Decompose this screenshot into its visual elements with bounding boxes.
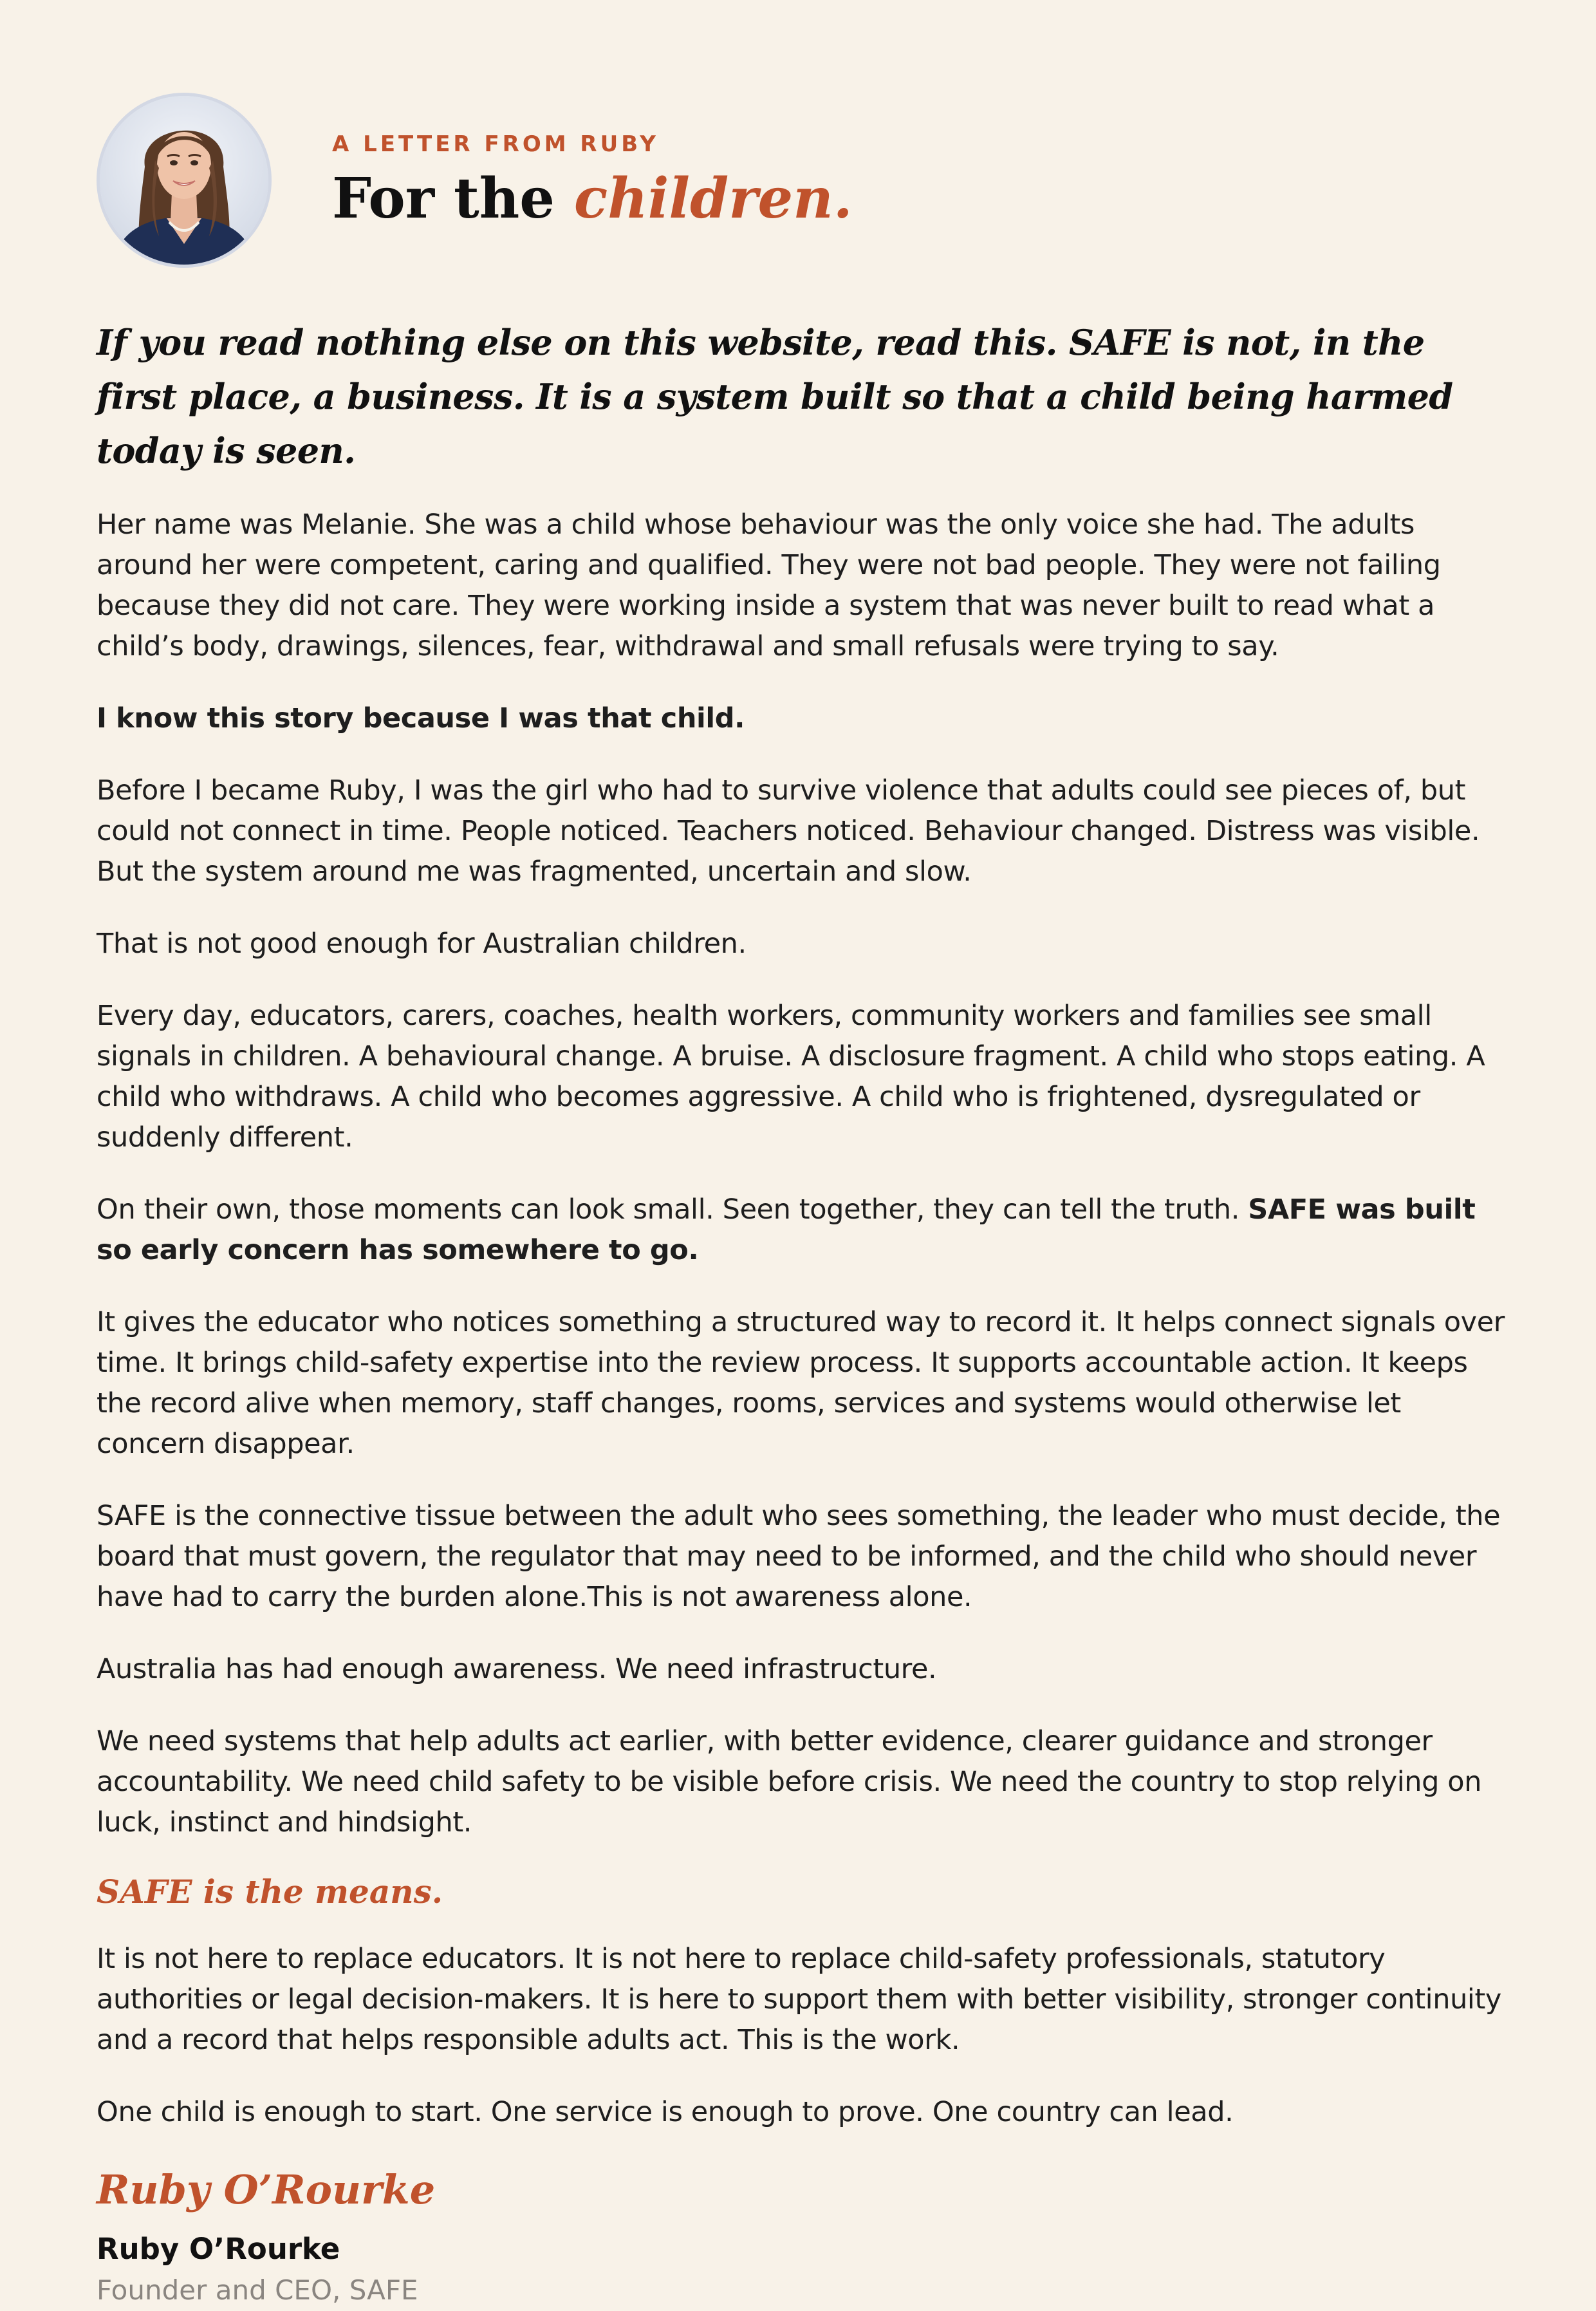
paragraph-connective-tissue: SAFE is the connective tissue between the adult who sees something, the leader who must decide, the board that must govern, the regulator that may need to be informed, and the child who should never have had to carry the burden alone.This is not awareness alone.	[97, 1500, 1501, 1613]
paragraph-structured-record: It gives the educator who notices something a structured way to record it. It helps connect signals over time. It brings child-safety expertise into the review process. It supports accountable action. It keeps the record alive when memory, staff changes, rooms, services and systems would otherwise let concern disappear.	[97, 1306, 1505, 1460]
title-plain: For the	[332, 165, 574, 231]
paragraph-melanie: Her name was Melanie. She was a child whose behaviour was the only voice she had. The adults around her were competent, caring and qualified. They were not bad people. They were not failing because they did not care. They were working inside a system that was never built to read what a child’s body, drawings, silences, fear, withdrawal and small refusals were trying to say.	[97, 509, 1441, 662]
paragraph-seen-together-text: On their own, those moments can look small. Seen together, they can tell the truth.	[97, 1193, 1248, 1226]
signature-script: Ruby O’Rourke	[97, 2166, 436, 2213]
paragraph-seen-together	[97, 1190, 1506, 1271]
letter-header	[97, 90, 1506, 270]
page-title	[332, 165, 853, 231]
signature-name: Ruby O’Rourke	[97, 2232, 340, 2266]
paragraph-small-signals: Every day, educators, carers, coaches, health workers, community workers and families see small signals in children. A behavioural change. A bruise. A disclosure fragment. A child who stops eating. A child who withdraws. A child who becomes aggressive. A child who is frightened, dysregulated or suddenly different.	[97, 1000, 1485, 1154]
lead-statement: If you read nothing else on this website, read this. SAFE is not, in the first place, a business. It is a system built so that a child being harmed today is seen.	[97, 322, 1453, 471]
letter-page	[97, 90, 1506, 2311]
paragraph-not-good-enough: That is not good enough for Australian children.	[97, 928, 747, 960]
paragraph-that-child: I know this story because I was that child.	[97, 702, 745, 734]
paragraph-infrastructure: Australia has had enough awareness. We need infrastructure.	[97, 1653, 937, 1685]
paragraph-not-replace: It is not here to replace educators. It is not here to replace child-safety professionals, statutory authorities or legal decision-makers. It is here to support them with better visibility, stronger continuity and a record that helps responsible adults act. This is the work.	[97, 1943, 1501, 2056]
paragraph-act-earlier: We need systems that help adults act earlier, with better evidence, clearer guidance and stronger accountability. We need child safety to be visible before crisis. We need the country to stop relying on luck, instinct and hindsight.	[97, 1725, 1482, 1839]
title-accent: children.	[573, 165, 853, 231]
means-heading: SAFE is the means.	[97, 1873, 443, 1911]
avatar	[97, 93, 272, 268]
header-text	[332, 131, 853, 230]
paragraph-one-child: One child is enough to start. One service is enough to prove. One country can lead.	[97, 2096, 1234, 2128]
portrait-photo	[100, 96, 268, 265]
paragraph-seen-together-bold: SAFE was built so early concern has somewhere to go.	[97, 1193, 1476, 1266]
paragraph-before-ruby: Before I became Ruby, I was the girl who had to survive violence that adults could see pieces of, but could not connect in time. People noticed. Teachers noticed. Behaviour changed. Distress was visible. But the system around me was fragmented, uncertain and slow.	[97, 774, 1480, 888]
signature-role: Founder and CEO, SAFE	[97, 2274, 418, 2306]
eyebrow-label: A LETTER FROM RUBY	[332, 131, 659, 157]
